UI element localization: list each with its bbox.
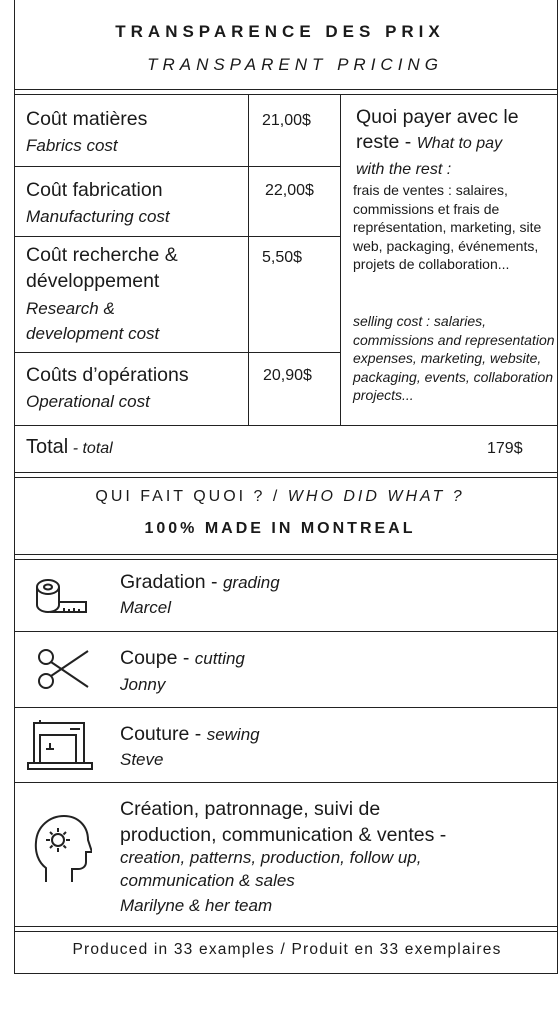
role-title-en: communication & sales — [120, 871, 295, 890]
cost-label-fr: Coûts d’opérations — [26, 364, 189, 386]
rest-title-line2: reste - — [356, 131, 417, 153]
role-title-fr: Coupe - — [120, 647, 195, 669]
role-title-fr: production, communication & ventes - — [120, 824, 447, 846]
divider — [14, 94, 558, 95]
role-title-en: sewing — [206, 725, 260, 744]
cost-label-fr: développement — [26, 270, 160, 292]
cost-label-fr: Coût recherche & — [26, 244, 178, 266]
made-in-montreal: 100% MADE IN MONTREAL — [144, 520, 416, 537]
sewing-machine-icon — [26, 719, 94, 771]
scissors-icon — [36, 647, 90, 691]
divider — [14, 477, 558, 478]
role-title — [120, 796, 446, 848]
divider — [14, 554, 558, 555]
cost-value: 5,50$ — [262, 249, 303, 266]
who-title-en: WHO DID WHAT ? — [287, 488, 465, 505]
role-title-en: creation, patterns, production, follow up, — [120, 848, 422, 867]
who-title — [0, 488, 560, 506]
cost-value: 20,90$ — [263, 367, 312, 384]
role-title — [120, 569, 280, 596]
rest-title-en: with the rest : — [356, 161, 452, 178]
divider — [14, 166, 340, 167]
divider — [14, 559, 558, 560]
divider — [14, 782, 558, 783]
cost-label-fr: Coût matières — [26, 108, 148, 130]
role-title-en: grading — [222, 573, 280, 592]
divider — [14, 931, 558, 932]
role-person: Steve — [120, 750, 164, 769]
total-label — [26, 436, 113, 459]
cost-value: 21,00$ — [262, 112, 311, 129]
role-title-fr: Couture - — [120, 723, 207, 745]
role-title — [120, 645, 245, 672]
divider — [14, 236, 340, 237]
rest-title-line1: Quoi payer avec le — [356, 106, 519, 128]
title-fr: TRANSPARENCE DES PRIX — [115, 22, 445, 41]
total-value: 179$ — [487, 440, 523, 457]
cost-label-en: Research & — [26, 299, 115, 318]
divider — [14, 707, 558, 708]
cost-value: 22,00$ — [265, 182, 314, 199]
rest-title-en: What to pay — [416, 135, 503, 152]
cost-label-en: Operational cost — [26, 392, 150, 411]
total-label-fr: Total — [26, 436, 69, 458]
divider — [14, 89, 558, 90]
who-title-fr: QUI FAIT QUOI ? / — [95, 488, 288, 505]
rest-fr-text: frais de ventes : salaires, commissions et frais de représentation, marketing, site web, packaging, événements, projets de collaboration... — [353, 182, 542, 272]
cost-label-fr: Coût fabrication — [26, 179, 163, 201]
role-person: Marilyne & her team — [120, 896, 273, 915]
measuring-tape-icon — [34, 576, 90, 616]
role-title-fr: Gradation - — [120, 571, 223, 593]
divider — [14, 425, 558, 426]
title-en: TRANSPARENT PRICING — [147, 55, 443, 74]
cost-label-en: Manufacturing cost — [26, 207, 170, 226]
divider — [14, 631, 558, 632]
total-label-en: - total — [68, 440, 113, 457]
footer-note: Produced in 33 examples / Produit en 33 exemplaires — [72, 941, 502, 958]
head-gear-icon — [34, 814, 92, 884]
divider — [14, 352, 340, 353]
role-title-en: cutting — [194, 649, 245, 668]
cost-label-en: development cost — [26, 324, 160, 343]
rest-en-text: selling cost : salaries, commissions and representation expenses, marketing, website, packaging, events, collaboration projects... — [353, 313, 555, 403]
role-title-fr: Création, patronnage, suivi de — [120, 798, 381, 820]
role-person: Jonny — [120, 675, 166, 694]
cost-label-en: Fabrics cost — [26, 136, 118, 155]
divider — [14, 472, 558, 473]
rest-title — [356, 105, 556, 182]
divider — [14, 926, 558, 927]
column-divider — [340, 94, 341, 425]
role-person: Marcel — [120, 598, 172, 617]
column-divider — [248, 94, 249, 425]
role-title — [120, 721, 260, 748]
